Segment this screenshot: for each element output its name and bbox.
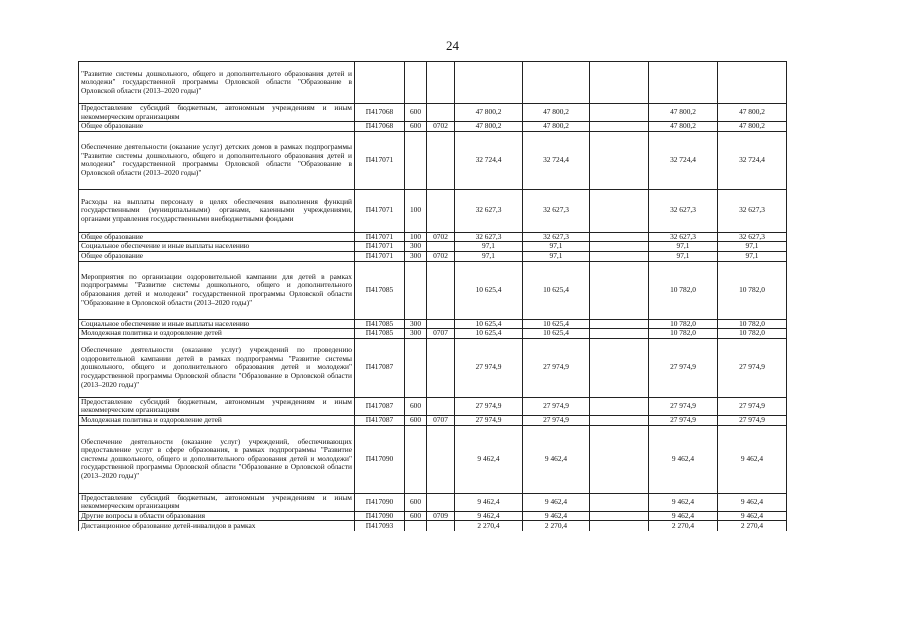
cell-amount-4: 10 782,0	[649, 319, 718, 329]
cell-description: Расходы на выплаты персоналу в целях обеспечения выполнения функций государственными (муниципальными) органами, казенными учреждениями, органами управления государственными внебюджетными фондами	[79, 189, 355, 232]
cell-expense-type	[405, 131, 427, 189]
cell-amount-4: 47 800,2	[649, 122, 718, 132]
cell-amount-4: 9 462,4	[649, 425, 718, 493]
cell-description: Социальное обеспечение и иные выплаты населению	[79, 242, 355, 252]
cell-description: "Развитие системы дошкольного, общего и дополнительного образования детей и молодежи" государственной программы Орловской области "Образование в Орловской области (2013–2020 годы)"	[79, 62, 355, 104]
cell-description: Обеспечение деятельности (оказание услуг) учреждений по проведению оздоровительной кампании детей в рамках подпрограммы "Развитие системы дошкольного, общего и дополнительного образования детей и молодежи" государственной программы Орловской области "Образование в Орловской области (2013–2020 годы)"	[79, 338, 355, 397]
cell-amount-5: 27 974,9	[718, 415, 787, 425]
cell-target-article: П417085	[355, 261, 405, 319]
cell-expense-type: 600	[405, 511, 427, 521]
cell-target-article: П417087	[355, 338, 405, 397]
cell-section	[427, 261, 455, 319]
cell-section: 0709	[427, 511, 455, 521]
cell-amount-5: 47 800,2	[718, 104, 787, 122]
cell-amount-5: 2 270,4	[718, 521, 787, 531]
table-row	[79, 329, 787, 339]
cell-section	[427, 62, 455, 104]
cell-amount-4: 9 462,4	[649, 511, 718, 521]
cell-amount-5: 9 462,4	[718, 425, 787, 493]
cell-expense-type: 600	[405, 122, 427, 132]
cell-amount-2: 27 974,9	[523, 415, 590, 425]
cell-description: Общее образование	[79, 232, 355, 242]
cell-amount-2: 32 627,3	[523, 189, 590, 232]
cell-amount-4	[649, 62, 718, 104]
cell-description: Молодежная политика и оздоровление детей	[79, 415, 355, 425]
cell-amount-5: 32 627,3	[718, 232, 787, 242]
table-row	[79, 242, 787, 252]
cell-target-article: П417090	[355, 425, 405, 493]
table-row	[79, 511, 787, 521]
cell-amount-2: 32 724,4	[523, 131, 590, 189]
cell-amount-5: 97,1	[718, 242, 787, 252]
cell-section	[427, 131, 455, 189]
cell-expense-type: 100	[405, 232, 427, 242]
cell-amount-1: 32 627,3	[455, 189, 523, 232]
cell-amount-3	[590, 511, 649, 521]
cell-target-article: П417071	[355, 232, 405, 242]
cell-amount-3	[590, 397, 649, 415]
cell-amount-4: 27 974,9	[649, 338, 718, 397]
cell-amount-2	[523, 62, 590, 104]
cell-expense-type: 100	[405, 189, 427, 232]
cell-amount-3	[590, 189, 649, 232]
cell-amount-3	[590, 104, 649, 122]
cell-section: 0707	[427, 415, 455, 425]
cell-amount-3	[590, 131, 649, 189]
cell-section: 0702	[427, 232, 455, 242]
cell-amount-1: 27 974,9	[455, 397, 523, 415]
table-row	[79, 104, 787, 122]
table-row	[79, 261, 787, 319]
cell-target-article: П417090	[355, 511, 405, 521]
cell-amount-5: 10 782,0	[718, 319, 787, 329]
cell-section	[427, 493, 455, 511]
cell-amount-1: 32 627,3	[455, 232, 523, 242]
cell-section	[427, 104, 455, 122]
cell-description: Предоставление субсидий бюджетным, автономным учреждениям и иным некоммерческим организациям	[79, 493, 355, 511]
table-row	[79, 319, 787, 329]
cell-amount-1: 10 625,4	[455, 261, 523, 319]
cell-amount-5: 97,1	[718, 251, 787, 261]
cell-amount-3	[590, 493, 649, 511]
cell-amount-3	[590, 232, 649, 242]
table-row	[79, 122, 787, 132]
cell-amount-2: 32 627,3	[523, 232, 590, 242]
cell-target-article: П417087	[355, 415, 405, 425]
cell-description: Общее образование	[79, 251, 355, 261]
cell-section: 0702	[427, 251, 455, 261]
cell-amount-1: 47 800,2	[455, 104, 523, 122]
cell-amount-3	[590, 122, 649, 132]
cell-target-article: П417085	[355, 329, 405, 339]
cell-amount-1	[455, 62, 523, 104]
cell-expense-type	[405, 521, 427, 531]
cell-amount-4: 10 782,0	[649, 329, 718, 339]
cell-amount-4: 32 627,3	[649, 232, 718, 242]
cell-amount-3	[590, 242, 649, 252]
table-row	[79, 493, 787, 511]
cell-section	[427, 319, 455, 329]
cell-expense-type: 600	[405, 493, 427, 511]
cell-amount-1: 27 974,9	[455, 338, 523, 397]
cell-expense-type: 600	[405, 397, 427, 415]
cell-target-article: П417093	[355, 521, 405, 531]
table-row	[79, 397, 787, 415]
cell-section	[427, 189, 455, 232]
cell-description: Предоставление субсидий бюджетным, автономным учреждениям и иным некоммерческим организациям	[79, 104, 355, 122]
cell-amount-2: 2 270,4	[523, 521, 590, 531]
cell-amount-4: 9 462,4	[649, 493, 718, 511]
cell-target-article: П417071	[355, 131, 405, 189]
cell-amount-3	[590, 261, 649, 319]
cell-amount-5: 10 782,0	[718, 261, 787, 319]
cell-expense-type	[405, 261, 427, 319]
cell-target-article: П417085	[355, 319, 405, 329]
cell-expense-type: 300	[405, 251, 427, 261]
cell-description: Обеспечение деятельности (оказание услуг) детских домов в рамках подпрограммы "Развитие системы дошкольного, общего и дополнительного образования детей и молодежи" государственной программы Орловской области "Образование в Орловской области (2013–2020 годы)"	[79, 131, 355, 189]
cell-amount-4: 32 724,4	[649, 131, 718, 189]
cell-amount-2: 97,1	[523, 242, 590, 252]
cell-amount-1: 10 625,4	[455, 319, 523, 329]
cell-expense-type	[405, 62, 427, 104]
cell-amount-2: 9 462,4	[523, 493, 590, 511]
cell-amount-4: 27 974,9	[649, 415, 718, 425]
cell-amount-1: 97,1	[455, 251, 523, 261]
cell-amount-1: 9 462,4	[455, 511, 523, 521]
cell-amount-3	[590, 62, 649, 104]
cell-target-article: П417071	[355, 251, 405, 261]
cell-amount-4: 27 974,9	[649, 397, 718, 415]
cell-target-article: П417090	[355, 493, 405, 511]
cell-target-article: П417071	[355, 189, 405, 232]
cell-amount-2: 47 800,2	[523, 104, 590, 122]
table-row	[79, 251, 787, 261]
page-number: 24	[446, 38, 459, 53]
cell-amount-1: 9 462,4	[455, 493, 523, 511]
cell-amount-5: 47 800,2	[718, 122, 787, 132]
cell-amount-2: 47 800,2	[523, 122, 590, 132]
table-body	[79, 62, 787, 531]
cell-amount-3	[590, 329, 649, 339]
cell-amount-4: 47 800,2	[649, 104, 718, 122]
cell-description: Молодежная политика и оздоровление детей	[79, 329, 355, 339]
cell-amount-4: 97,1	[649, 251, 718, 261]
cell-amount-5: 27 974,9	[718, 397, 787, 415]
table-row	[79, 425, 787, 493]
cell-amount-2: 9 462,4	[523, 425, 590, 493]
cell-amount-2: 10 625,4	[523, 319, 590, 329]
cell-expense-type: 600	[405, 415, 427, 425]
cell-amount-4: 97,1	[649, 242, 718, 252]
cell-description: Другие вопросы в области образования	[79, 511, 355, 521]
cell-description: Обеспечение деятельности (оказание услуг) учреждений, обеспечивающих предоставление услуг в сфере образования, в рамках подпрограммы "Развитие системы дошкольного, общего и дополнительного образования детей и молодежи" государственной программы Орловской области "Образование в Орловской области (2013–2020 годы)"	[79, 425, 355, 493]
cell-amount-3	[590, 415, 649, 425]
table-row	[79, 338, 787, 397]
table-row	[79, 521, 787, 531]
cell-amount-2: 10 625,4	[523, 261, 590, 319]
cell-target-article	[355, 62, 405, 104]
cell-amount-3	[590, 319, 649, 329]
cell-amount-4: 32 627,3	[649, 189, 718, 232]
cell-section	[427, 338, 455, 397]
table-row	[79, 189, 787, 232]
cell-amount-5: 32 724,4	[718, 131, 787, 189]
budget-table	[78, 61, 787, 531]
cell-amount-2: 9 462,4	[523, 511, 590, 521]
cell-amount-3	[590, 251, 649, 261]
cell-amount-3	[590, 425, 649, 493]
cell-amount-1: 47 800,2	[455, 122, 523, 132]
cell-expense-type: 300	[405, 319, 427, 329]
cell-amount-1: 10 625,4	[455, 329, 523, 339]
cell-section: 0707	[427, 329, 455, 339]
cell-description: Общее образование	[79, 122, 355, 132]
cell-description: Социальное обеспечение и иные выплаты населению	[79, 319, 355, 329]
cell-target-article: П417071	[355, 242, 405, 252]
cell-amount-2: 27 974,9	[523, 397, 590, 415]
cell-section	[427, 425, 455, 493]
cell-section	[427, 521, 455, 531]
cell-amount-5: 9 462,4	[718, 493, 787, 511]
cell-section	[427, 397, 455, 415]
cell-expense-type	[405, 425, 427, 493]
cell-expense-type: 600	[405, 104, 427, 122]
cell-amount-1: 97,1	[455, 242, 523, 252]
cell-target-article: П417087	[355, 397, 405, 415]
cell-amount-3	[590, 521, 649, 531]
cell-description: Мероприятия по организации оздоровительной кампании для детей в рамках подпрограммы "Развитие системы дошкольного, общего и дополнительного образования детей и молодежи" государственной программы Орловской области "Образование в Орловской области (2013–2020 годы)"	[79, 261, 355, 319]
cell-amount-4: 10 782,0	[649, 261, 718, 319]
cell-amount-2: 97,1	[523, 251, 590, 261]
cell-amount-2: 27 974,9	[523, 338, 590, 397]
cell-expense-type	[405, 338, 427, 397]
cell-amount-2: 10 625,4	[523, 329, 590, 339]
cell-amount-1: 2 270,4	[455, 521, 523, 531]
cell-amount-1: 32 724,4	[455, 131, 523, 189]
cell-expense-type: 300	[405, 242, 427, 252]
cell-amount-1: 9 462,4	[455, 425, 523, 493]
cell-description: Предоставление субсидий бюджетным, автономным учреждениям и иным некоммерческим организациям	[79, 397, 355, 415]
cell-amount-5: 10 782,0	[718, 329, 787, 339]
cell-target-article: П417068	[355, 122, 405, 132]
cell-description: Дистанционное образование детей-инвалидов в рамках	[79, 521, 355, 531]
cell-amount-5	[718, 62, 787, 104]
cell-target-article: П417068	[355, 104, 405, 122]
table-row	[79, 62, 787, 104]
table-row	[79, 415, 787, 425]
table-row	[79, 232, 787, 242]
cell-amount-5: 32 627,3	[718, 189, 787, 232]
cell-section: 0702	[427, 122, 455, 132]
cell-expense-type: 300	[405, 329, 427, 339]
cell-amount-5: 9 462,4	[718, 511, 787, 521]
cell-amount-1: 27 974,9	[455, 415, 523, 425]
cell-amount-3	[590, 338, 649, 397]
cell-amount-5: 27 974,9	[718, 338, 787, 397]
cell-amount-4: 2 270,4	[649, 521, 718, 531]
cell-section	[427, 242, 455, 252]
table-row	[79, 131, 787, 189]
